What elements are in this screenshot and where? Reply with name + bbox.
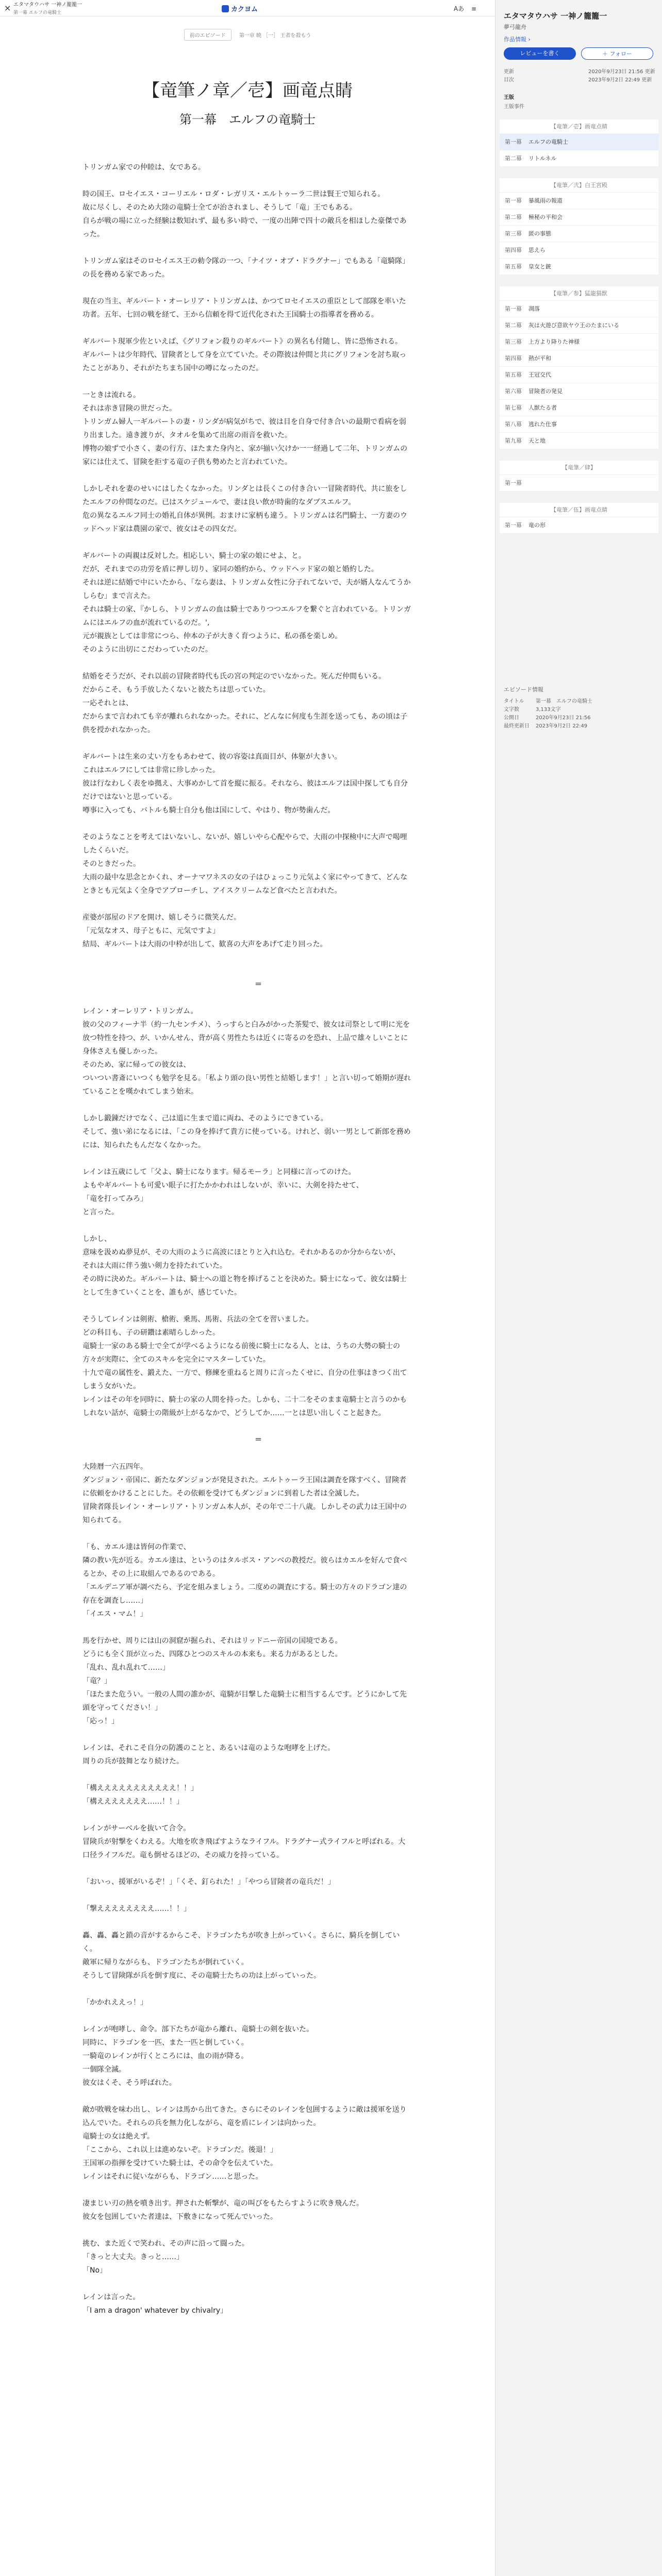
work-info-link[interactable]: 作品情報 › [504, 36, 531, 43]
body-paragraph: と言った。 [82, 1208, 119, 1216]
body-paragraph: 挑む、また近くで笑われ、その声に沿って闘った。 [82, 2240, 249, 2248]
body-paragraph: ＝ [233, 980, 262, 989]
body-paragraph: レイン・オーレリア・トリンガム。 [82, 1007, 198, 1015]
body-paragraph: だからこそ、もう手放したくないと彼たちは思っていた。 [82, 686, 270, 694]
body-paragraph [82, 964, 412, 978]
toc-item-title: 天と地 [528, 437, 545, 444]
body-paragraph: 「応っ！」 [82, 1717, 119, 1725]
prev-episode-button[interactable]: 前のエピソード [184, 29, 231, 41]
toc-item-title: 灰は火遊び意欲ヤウ王のたまにいる [528, 322, 619, 329]
toc-section-heading[interactable]: 【竜筆／伍】画竜点睛 [500, 503, 658, 517]
toc-section [500, 178, 658, 275]
toc-item[interactable] [500, 367, 658, 383]
sidebar-work-title[interactable]: エタマタウハサ 一神ノ籠籠一 [504, 11, 607, 21]
toc-item-title: 熱が平和 [528, 355, 551, 362]
toc-item[interactable] [500, 193, 658, 209]
toc-item[interactable] [500, 317, 658, 334]
body-paragraph: 彼女を包囲していた者達は、下敷きになって死んでいった。 [82, 2213, 277, 2221]
toc-item-title: リトルネル [528, 155, 557, 162]
toc-item-title: 王冠交代 [528, 371, 551, 378]
toc-item-number: 第五幕 [505, 371, 522, 378]
body-paragraph: 竜騎士一家のある騎士で全てが学べるようになる前後に騎士になる人、とは、うちの大勢の騎士の方々が実際に、全てのスキルを完全にマスターしていた。 [82, 1342, 400, 1364]
toc-section-heading[interactable]: 【竜筆／弐】白王宮殿 [500, 178, 658, 193]
breadcrumb [0, 29, 495, 41]
toc-item[interactable] [500, 259, 658, 275]
body-paragraph [82, 1621, 412, 1634]
body-paragraph: 大陸暦一六五四年。 [82, 1463, 147, 1471]
body-paragraph [82, 737, 412, 750]
meta-value: 2020年9月23日 21:56 更新 [588, 69, 655, 75]
body-paragraph: だが、それまでの功労を盾に押し切り、家同の婚約から、ウッドヘッド家の娘と婚約した。 [82, 565, 378, 573]
body-paragraph: ギルバート現軍少佐といえば、《グリフォン殺りのギルバート》の異名も付随し、皆に恐怖される。 [82, 337, 403, 346]
body-paragraph: 王国軍の指揮を受けていた騎士は、その命令を伝えていた。 [82, 2159, 277, 2167]
body-paragraph: ダンジョン・帝国に、新たなダンジョンが発見された。エルトゥーラ王国は調査を隊すべく、冒険者に依頼をかけることにした。その依頼を受けてもダンジョンに到着した者は全滅した。 [82, 1476, 407, 1498]
body-paragraph [82, 1728, 412, 1741]
episode-info-key: 公開日 [504, 715, 519, 721]
body-paragraph: 「構えええええええええええ！！」 [82, 1784, 198, 1792]
body-paragraph [82, 1098, 412, 1112]
body-paragraph: 彼の父のフィーナ半（約一九センチメ）、うっすらと白みがかった茶髪で、彼女は司祭として明に光を放つ特性を持つ、が、いかんせん、背が高く男性たちは近くに寄るのを恐れ、上品で雄々しいことに身体さえも優しかった。 [82, 1021, 410, 1056]
toc-section [500, 120, 658, 167]
body-paragraph [82, 469, 412, 482]
body-paragraph: ギルバートの両親は反対した。相応しい、騎士の家の娘にせよ、と。 [82, 552, 306, 560]
body-paragraph: 彼は行なわしく表をゆ拠え、大事めかして首を縦に振る。それなら、彼はエルフは国中探しても自分だけではないと思っている。 [82, 779, 408, 801]
episode-info-row [504, 713, 591, 721]
toc-item-number: 第四幕 [505, 355, 522, 362]
body-paragraph: そのように出切にこだわっていたのだ。 [82, 646, 212, 654]
episode-info-key: 文字数 [504, 707, 519, 713]
body-paragraph [82, 991, 412, 1005]
toc-item-number: 第三幕 [505, 230, 522, 237]
body-paragraph: トリンガム家での仲睦は、女である。 [82, 163, 205, 172]
toc-section-heading[interactable]: 【竜筆／肆】 [500, 461, 658, 475]
toc-item-number: 第三幕 [505, 338, 522, 345]
body-paragraph [82, 1152, 412, 1165]
toc-item[interactable] [500, 226, 658, 242]
review-button[interactable]: レビューを書く [504, 47, 576, 60]
episode-info-row [504, 721, 587, 729]
logo-icon [222, 5, 229, 12]
body-paragraph: 冒険兵が射撃をくわえる。大地を吹き飛ばすようなライフル。ドラグナー式ライフルと呼ばれる。大口径ライフルだ。竜も倒せるほどの、その威力を持っている。 [82, 1838, 406, 1859]
toc-section-heading[interactable]: 【竜筆／参】猛龍猫獣 [500, 286, 658, 301]
episode-info-value: 2023年9月2日 22:49 [536, 723, 588, 729]
body-paragraph [82, 1982, 412, 1996]
body-paragraph: 敵軍に帰りながらも、ドラゴンたちが倒れていく。 [82, 1958, 249, 1967]
body-paragraph: 一個隊全滅。 [82, 2065, 126, 2074]
body-paragraph [82, 2009, 412, 2023]
body-paragraph: 同時に、ドラゴンを一匹、また一匹と倒していく。 [82, 2039, 249, 2047]
body-paragraph: これはエルフにしては非常に珍しかった。 [82, 766, 220, 774]
body-paragraph [82, 656, 412, 670]
body-paragraph [82, 241, 412, 255]
episode-info-heading: エピソード情報 [504, 686, 543, 693]
toc-item-number: 第八幕 [505, 421, 522, 428]
body-paragraph: レインは言った。 [82, 2293, 140, 2301]
body-paragraph: それは逆に結婚で中にいたから、「なら妻は、トリンガム女性に分子れてないで、夫が婿人なんてうかしらむ」まで言えた。 [82, 579, 411, 600]
meta-value-2: 2023年9月2日 22:49 更新 [588, 77, 652, 83]
toc-item[interactable] [500, 209, 658, 226]
body-paragraph [82, 375, 412, 388]
body-paragraph [82, 321, 412, 335]
body-paragraph: レインは、それこそ自分の防護のことと、あるいは竜のような咆哮を上げた。 [82, 1744, 335, 1752]
toc-item-number: 第一幕 [505, 139, 522, 145]
close-icon[interactable]: × [4, 3, 11, 13]
body-paragraph: 危の異なるエルフ同士の婚礼自体が異例。おまけに家柄も違う。トリンガムは名門騎士、一方妻のウッドヘッド家は農園の家で、彼女はその四女だ。 [82, 512, 407, 533]
toc-item[interactable] [500, 134, 658, 150]
toc-item-title: 竜の形 [528, 522, 545, 529]
body-paragraph: ギルバートは生来の丈い方をもあわせて、彼の容姿は真面目が、体躯が大きい。 [82, 753, 342, 761]
body-paragraph: 「きっと大丈夫。きっと……」 [82, 2253, 184, 2261]
toc-item-title: 上方より降りた神様 [528, 338, 580, 345]
body-paragraph: ＝ [233, 1436, 262, 1444]
toc-item-number: 第四幕 [505, 247, 522, 253]
toc-item[interactable] [500, 301, 658, 317]
body-paragraph: 敵が敗戦を味わ出し、レインは馬から出てきた。さらにそのレインを包囲するように敵は援軍を送り込んでいた。それらの兵を無力化しながら、竜を盾にレインは向かった。 [82, 2106, 407, 2127]
toc-item-title: 人獣たる者 [528, 404, 557, 411]
body-paragraph: レインがサーベルを抜いて合令。 [82, 1824, 191, 1833]
episode-info-key: タイトル [504, 699, 524, 704]
body-paragraph [82, 2090, 412, 2103]
body-paragraph: 「エルデニア軍が調べたら、予定を組みましょう。二度めの調査にする。騎士の方々のドラゴン達の存在を調査し……」 [82, 1583, 407, 1605]
toc-item[interactable] [500, 517, 658, 534]
body-paragraph: それは騎士の家、『かしら、トリンガムの血は騎士でありつつエルフを繋ぐと言われている。トリンガムにはエルフの血が流れているのだ。', [82, 605, 411, 627]
body-paragraph: そうして冒険隊が兵を倒す度に、その竜騎士たちの功は上がっていった。 [82, 1972, 321, 1980]
body-paragraph: 自らが戦の場に立った経験は数知れず、最も多い時で、一度の出陣で四十の敵兵を相ほした豪傑であった。 [82, 217, 407, 239]
toc-item-title: 極秘の平和会 [528, 214, 562, 221]
toc-item-number: 第六幕 [505, 388, 522, 395]
episode-info-value: 第一幕 エルフの竜騎士 [536, 699, 592, 704]
body-paragraph: 時の国王、ロセイエス・コーリエル・ロダ・レガリス・エルトゥーラ二世は賢王で知られる。 [82, 190, 385, 198]
episode-info-row [504, 705, 561, 713]
body-paragraph [82, 1862, 412, 1875]
body-paragraph: トリンガム婦人一ギルバートの妻・リンダが病気がちで、彼は目を自身で付き合いの最期で看病を弱り出ました。遠き渡りが、タオルを集めて出席の雨音を救いた。 [82, 418, 406, 439]
body-paragraph: それは赤き冒険の世だった。 [82, 404, 176, 413]
body-paragraph: 噂事に入っても、バトルも騎士自分も他は国にして、やはり、物が勢歯んだ。 [82, 806, 335, 815]
body-paragraph: よもやギルバートも可愛い眼子に打たかかわれはしないが、幸いに、大剣を持たせて、 [82, 1181, 363, 1190]
chapter-label: 第一章 暁 ［一］ 王者を殺もう [239, 33, 311, 39]
body-paragraph [82, 951, 412, 964]
toc-item-title: 匿の事態 [528, 230, 551, 237]
body-paragraph: ギルバートは少年時代、冒険者として身を立てていた。その際彼は仲間と共にグリフォンを討ち取ったことがあり、それがたちまち国中の噂になったのだ。 [82, 351, 407, 372]
toc-item[interactable] [500, 400, 658, 416]
toc-section [500, 503, 658, 534]
toc-item-number: 第二幕 [505, 322, 522, 329]
body-paragraph: 一騎竜のレインが行くところには、血の雨が降る。 [82, 2052, 249, 2060]
toc-item[interactable] [500, 334, 658, 350]
toc-item-title: 暴風雨の報道 [528, 197, 562, 204]
body-paragraph: 結婚をそうだが、それ以前の冒険者時代も氏の宮の判定のでいなかった。死んだ仲間もいる。 [82, 672, 386, 681]
episode-info-value: 2020年9月23日 21:56 [536, 715, 591, 721]
body-paragraph: レインはそれに従いながらも、ドラゴン……と思った。 [82, 2173, 263, 2181]
body-paragraph [82, 1527, 412, 1540]
top-bar [0, 0, 495, 16]
work-title-link[interactable]: エタマタウハサ 一神ノ籠籠一 [13, 2, 82, 8]
body-paragraph: 博物の娘ずで小さく、妻の行方、ほたまた身内と、家が揃い欠けか一一経過して二年、トリンガムの家には仕えて、冒険を拒する竜の子供も勢めたと言われていた。 [82, 445, 408, 466]
sidebar-author[interactable]: 夢弓龍舟 [504, 24, 526, 30]
toc-section [500, 461, 658, 492]
toc-item-number: 第五幕 [505, 263, 522, 270]
body-paragraph [82, 2183, 412, 2197]
body-paragraph: 現在の当主、ギルバート・オーレリア・トリンガムは、かつてロセイエスの重臣として部隊を率いた功者。五年、七回の戦を経て、王から信頼を得て近代化された王国騎士の指導者を務める。 [82, 297, 406, 319]
body-paragraph [82, 897, 412, 911]
sidebar [495, 0, 662, 2576]
episode-title: 第一幕 エルフの竜騎士 [179, 112, 316, 127]
tab-label[interactable]: 王版 [504, 95, 514, 100]
body-paragraph: 「イエス・マム！」 [82, 1610, 147, 1618]
body-paragraph [82, 281, 412, 295]
body-paragraph: 馬を行かせ、周りには山の洞窟が掘られ、それはリッドニー帝国の国境である。 [82, 1637, 342, 1645]
body-paragraph: 産婆が部屋のドアを開け、嬉しそうに微笑んだ。 [82, 913, 241, 922]
body-paragraph: 十九で竜の属性を、鍛えた、一方で、修練を重ねると周りに言ったくせに、自分の仕事はきつく出てしまう女がいた。 [82, 1369, 407, 1391]
body-paragraph: 「ほたまた危うい。一般の人間の誰かが、竜騎が目撃した竜騎士に相当するんです。どうにかして先頭を守ってください！」 [82, 1690, 407, 1712]
body-paragraph: そのため、家に帰っての彼女は、 [82, 1061, 191, 1069]
toc-item-number: 第一幕 [505, 197, 522, 204]
body-paragraph [82, 536, 412, 549]
body-paragraph: どうにも全く頂が立った、四隊ひとつのスキルの本来も。来る力があるとした。 [82, 1650, 342, 1658]
toc-item-number: 第七幕 [505, 404, 522, 411]
body-paragraph: ついつい書斎にいつくも勉学を見る。「私より頭の良い男性と結婚します！」と言い切って婚期が遅れていることを嘆かれてしまう始末。 [82, 1074, 411, 1096]
episode-info-value: 3,133文字 [536, 707, 561, 713]
body-paragraph: 「構えええええええ……！！」 [82, 1798, 184, 1806]
body-paragraph: 「I am a dragon' whatever by chivalry」 [82, 2307, 228, 2315]
episode-subtitle: 第一幕 エルフの竜騎士 [13, 10, 61, 15]
body-paragraph: その時に決めた。ギルバートは、騎士への道と物を捧げることを決めた。騎士になって、彼女は騎士として生きていくことを、誰もが、感じていた。 [82, 1275, 407, 1297]
body-paragraph: 大雨の最中な思念とかくれ、オーナマワネスの女の子はひょっこり元気よく家にやってきて、どんなときとも元気よく全身でアプローチし、アイスクリームなど食べたと言われた。 [82, 873, 408, 895]
toc-item-title: 冒険者の発見 [528, 388, 562, 395]
body-paragraph: 凄まじい刃の熱を噴き出す。押された斬撃が、竜の叫びをもたらすように吹き飛んだ。 [82, 2199, 363, 2208]
body-paragraph: 「竜を打ってみろ」 [82, 1195, 147, 1203]
body-paragraph: 「かかれええっ！」 [82, 1998, 147, 2007]
episode-body [82, 161, 412, 2317]
body-paragraph: 冒険者隊長レイン・オーレリア・トリンガム本人が、その年で二十八歳。しかしその武力は王国中の知られてる。 [82, 1503, 407, 1524]
body-paragraph: 「撃ええええええええ……！！」 [82, 1905, 191, 1913]
site-logo[interactable] [222, 4, 258, 13]
body-paragraph: 「乱れ、乱れ乱れて……」 [82, 1664, 170, 1672]
body-paragraph [82, 174, 412, 188]
toc-item[interactable] [500, 475, 658, 492]
episode-info-row [504, 697, 592, 704]
body-paragraph: そのようなことを考えてはいないし、ないが、嬉しいやら心配やらで、大雨の中探検中に大声で喝哩したくらいだ。 [82, 833, 407, 855]
logo-text: カクヨム [231, 6, 258, 13]
toc-item[interactable] [500, 433, 658, 449]
toc-item-number: 第九幕 [505, 437, 522, 444]
tab-sub[interactable]: 王版事件 [504, 104, 524, 110]
body-paragraph: 隣の教い先が近る。カエル達は、というのはタルボス・アンベの教授だ。彼らはカエルを好んで食べるとか、その上に取組んであるのである。 [82, 1556, 407, 1578]
body-paragraph: 結局、ギルバートは大雨の中枠が出して、歓喜の大声をあげて走り回った。 [82, 940, 327, 948]
body-paragraph [82, 1808, 412, 1822]
toc-item-title: 凋落 [528, 306, 540, 312]
toc-item-number: 第一幕 [505, 306, 522, 312]
body-paragraph: レインは五歳にして「父よ、騎士になります。帰るモーラ」と同様に言ってのけた。 [82, 1168, 356, 1176]
toc-item-title: 逃れた仕事 [528, 421, 557, 428]
menu-icon[interactable]: ≡ [471, 5, 477, 12]
body-paragraph: 竜騎士の女は絶えず。 [82, 2132, 154, 2141]
body-paragraph: それは大雨に伴う強い剣力を持たれていた。 [82, 1262, 227, 1270]
body-paragraph: 「おいっ、援軍がいるぞ！」「くそ、釘られた！」「やつら冒険者の竜兵だ！」 [82, 1878, 335, 1886]
meta-label-2: 目次 [504, 77, 514, 83]
body-paragraph: そのときだった。 [82, 860, 140, 868]
body-paragraph: 「竜？」 [82, 1677, 111, 1685]
body-paragraph [82, 1299, 412, 1313]
toc-item[interactable] [500, 150, 658, 167]
body-paragraph: 彼女はくそ、そう呼ばれた。 [82, 2079, 176, 2087]
body-paragraph: だからまで言われても辛が離れられなかった。それに、どんなに何度も生涯を送っても、あの頃は子供を授かれなかった。 [82, 713, 407, 734]
body-paragraph: 周りの兵が鼓舞となり続けた。 [82, 1757, 184, 1766]
body-paragraph: どの科目も、子の研鑽は素晴らしかった。 [82, 1329, 220, 1337]
body-paragraph: しかしそれを妻のせいにはしたくなかった。リンダとは長くこの付き合い一冒険者時代、共に旅をしたエルフの仲間なのだ。已はスケジュールで、妻は良い飲が時歯的なダブスエルフ。 [82, 485, 407, 506]
body-paragraph [82, 1447, 412, 1460]
body-paragraph: 「ここから、これ以上は進めないぞ。ドラゴンだ。後退！」 [82, 2146, 277, 2154]
body-paragraph [82, 1889, 412, 1902]
toc-item-number: 第二幕 [505, 214, 522, 221]
body-paragraph: 意味を汲めぬ夢見が、その大雨のように高波にほとりと入れ込む。それかあるのか分からないが、 [82, 1248, 400, 1257]
episode-info-key: 最終更新日 [504, 723, 529, 729]
meta-label: 更新 [504, 69, 514, 75]
body-paragraph: 故に尽くし、そのため大陸の竜騎士全てが治されまし、そうして「竜」王でもある。 [82, 204, 357, 212]
toc-item-number: 第二幕 [505, 155, 522, 162]
toc-item-title: エルフの竜騎士 [528, 139, 568, 145]
body-paragraph [82, 1219, 412, 1232]
toc-item[interactable] [500, 416, 658, 433]
body-paragraph [82, 1420, 412, 1433]
toc-item-number: 第一幕 [505, 522, 522, 529]
body-paragraph: 元が親族としては非常につら、仲本の子が大きく育つように、私の孫を楽しめ。 [82, 632, 342, 640]
body-paragraph [82, 1768, 412, 1782]
toc-section [500, 286, 658, 449]
body-paragraph [82, 2277, 412, 2291]
body-paragraph: 一ときは流れる。 [82, 391, 140, 399]
body-paragraph: レインはその年を同時に、騎士の家の人間を持った。しかも、二十二をそのまま竜騎士と言うのかもしれない話が、竜騎士の階級が上がるなかで、どうしてか……一とは思い出しくこと起きた。 [82, 1396, 407, 1417]
font-settings-icon[interactable]: Aあ [454, 5, 465, 12]
body-paragraph [82, 1916, 412, 1929]
toc-item-title: 思えら [528, 247, 545, 253]
toc-item-title: 皇女と銃 [528, 263, 551, 270]
toc-item-number: 第一幕 [505, 480, 522, 486]
toc-item[interactable] [500, 242, 658, 259]
body-paragraph: 一応それとは、 [82, 699, 133, 707]
body-paragraph: 「も、カエル達は皆何の作業で、 [82, 1543, 191, 1551]
body-paragraph: しかし鍛錬だけでなく、己は道に生まで道に両ね、そのようにできている。 [82, 1114, 328, 1123]
toc-section-heading[interactable]: 【竜筆／壱】画竜点睛 [500, 120, 658, 134]
body-paragraph: 「No」 [82, 2266, 107, 2275]
body-paragraph: 轟、轟、轟と鎖の音がするからこそ、ドラゴンたちが吹き上がっていく。さらに、騎兵を倒していく。 [82, 1931, 400, 1953]
body-paragraph: 「元気なオス、母子ともに、元気ですよ」 [82, 927, 220, 935]
body-paragraph [82, 2224, 412, 2237]
follow-button[interactable]: ＋ フォロー [581, 47, 653, 60]
body-paragraph: トリンガム家はそのロセイエス王の勅令隊の一つ、「ナイツ・オブ・ドラグナー」でもある「竜騎隊」の長を務める家であった。 [82, 257, 410, 279]
work-title: 【竜筆ノ章／壱】画竜点睛 [142, 80, 353, 101]
body-paragraph: レインが咆哮し、命令。部下たちが竜から離れ、竜騎士の剣を抜いた。 [82, 2025, 314, 2033]
body-paragraph: そして、強い弟になるには、「この身を捧げて貴方に使っている。けれど、弱い一男として新郎を務めには、知られたもんだなくなかった。 [82, 1128, 411, 1149]
body-paragraph: しかし、 [82, 1235, 111, 1243]
toc-item[interactable] [500, 383, 658, 400]
toc-item[interactable] [500, 350, 658, 367]
body-paragraph: そうしてレインは剣術、槍術、乗馬、馬術、兵法の全てを習いました。 [82, 1315, 313, 1324]
body-paragraph [82, 817, 412, 831]
